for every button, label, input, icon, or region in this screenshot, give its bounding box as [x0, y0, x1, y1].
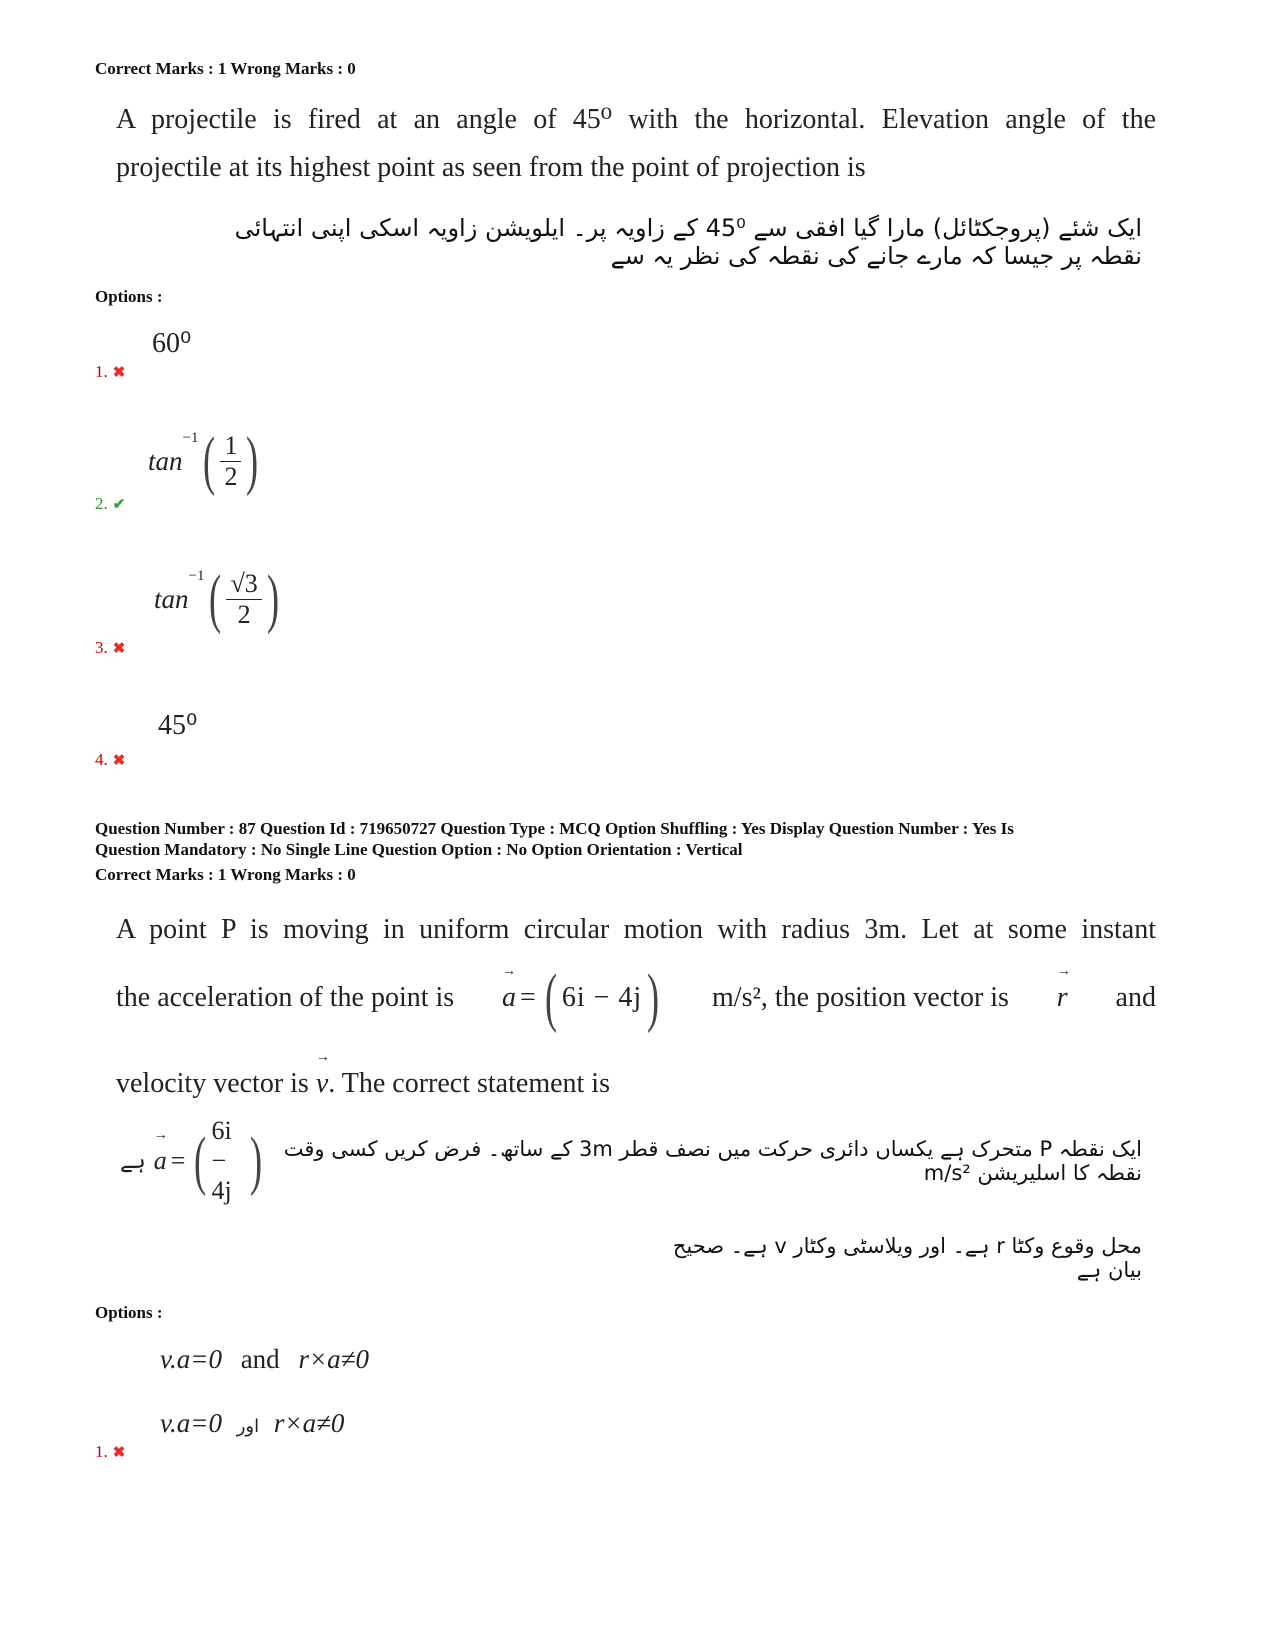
fraction-numerator: 1 — [220, 431, 241, 462]
q87-text-line2 — [116, 958, 1156, 1038]
fraction-numerator: √3 — [226, 569, 261, 600]
q87-options-label: Options : — [95, 1303, 163, 1322]
q87-text-line3 — [116, 1068, 610, 1100]
fraction-denominator: 2 — [237, 599, 251, 629]
urdu-statement: ایک نقطہ P متحرک ہے یکساں دائری حرکت میں نصف قطر 3m کے ساتھ۔ فرض کریں کسی وقت نقطہ کا اسلیریشن m/s² — [283, 1137, 1142, 1185]
q87-text-line2-end: and — [1115, 982, 1156, 1013]
q86-option1[interactable] — [95, 362, 125, 382]
option1-and-urdu: اور — [236, 1416, 260, 1437]
q87-text-line1: A point P is moving in uniform circular motion with radius 3m. Let at some instant — [116, 914, 1156, 945]
q86-urdu-text: ایک شئے (پروجکٹائل) مارا گیا افقی سے 45⁰ کے زاویہ پر۔ ایلویشن زاویہ اسکی اپنی انتہائی نقطہ پر جیسا کہ مارے جانے کی نقطہ کی نظر یہ سے — [234, 214, 1142, 270]
q86-marks: Correct Marks : 1 Wrong Marks : 0 — [95, 59, 356, 78]
wrong-mark-icon: ✖ — [112, 753, 126, 769]
wrong-mark-icon: ✖ — [112, 641, 126, 657]
vector-a: → a — [502, 982, 516, 1014]
q87-text-line3-start: velocity vector is — [116, 1068, 309, 1099]
acceleration-expression: → a = ( 6i − 4j ) — [502, 965, 664, 1031]
q86-option4[interactable] — [95, 750, 125, 770]
q86-option1-number: 1. — [95, 362, 108, 381]
q86-option3-number: 3. — [95, 638, 108, 657]
option1-cross-product: r×a≠0 — [298, 1344, 369, 1374]
q86-option1-value: 60⁰ — [152, 328, 192, 359]
option1-dot-product-urdu: v.a=0 — [160, 1408, 222, 1438]
q87-urdu-line1 — [120, 1116, 1142, 1205]
q86-option2-expression: tan $^{-1}$ ( $\frac{1}{2}$ ) — [148, 424, 259, 497]
q87-urdu-line2: محل وقوع وکٹا r ہے۔ اور ویلاسٹی وکٹار v ہے۔ صحیح بیان ہے — [672, 1234, 1142, 1282]
inverse-exponent: −1 — [182, 430, 199, 446]
q86-option2[interactable] — [95, 494, 125, 514]
accel-value: 6i − 4j — [561, 982, 643, 1013]
q87-option1[interactable] — [95, 1442, 125, 1462]
option1-dot-product: v.a=0 — [160, 1344, 222, 1374]
q86-text-line2: projectile at its highest point as seen from the point of projection is — [116, 152, 866, 183]
fraction-denominator: 2 — [224, 461, 238, 491]
q86-text-line1: A projectile is fired at an angle of 45⁰ with the horizontal. Elevation angle of the — [116, 104, 1156, 135]
correct-check-icon: ✔ — [112, 497, 126, 513]
urdu-equation: ہے → a = ( 6i − 4j ) — [120, 1116, 267, 1206]
q86-option4-value: 45⁰ — [158, 710, 198, 741]
vector-v: → v — [316, 1068, 328, 1100]
q86-option2-number: 2. — [95, 494, 108, 513]
inverse-exponent: −1 — [188, 568, 205, 584]
vector-r: → r — [1057, 982, 1068, 1014]
option1-cross-product-urdu: r×a≠0 — [273, 1408, 345, 1438]
tan-function: tan — [148, 445, 183, 476]
q86-option3[interactable] — [95, 638, 125, 658]
fraction — [220, 431, 241, 492]
q87-text-line2-middle: m/s², the position vector is — [712, 982, 1009, 1013]
wrong-mark-icon: ✖ — [112, 365, 126, 381]
q87-header-line1: Question Number : 87 Question Id : 719650727 Question Type : MCQ Option Shuffling : Yes Display Question Number : Yes Is — [95, 819, 1014, 838]
fraction — [226, 569, 261, 630]
q87-option1-number: 1. — [95, 1442, 108, 1461]
accel-value: 6i − 4j — [211, 1116, 232, 1205]
q87-option1-line1 — [160, 1344, 369, 1375]
q87-header-line2: Question Mandatory : No Single Line Question Option : No Option Orientation : Vertical — [95, 840, 743, 859]
tan-function: tan — [154, 583, 189, 614]
vector-a: → a — [154, 1146, 167, 1176]
q86-options-label: Options : — [95, 287, 163, 306]
q86-option3-expression: tan $^{-1}$ ( $\frac{√3}{2}$ ) — [154, 562, 279, 635]
q86-option4-number: 4. — [95, 750, 108, 769]
wrong-mark-icon: ✖ — [112, 1445, 126, 1461]
q87-text-line2-start: the acceleration of the point is — [116, 982, 455, 1013]
option1-and: and — [240, 1344, 280, 1374]
q87-marks: Correct Marks : 1 Wrong Marks : 0 — [95, 865, 356, 884]
q87-text-line3-end: . The correct statement is — [328, 1068, 610, 1099]
urdu-hai: ہے — [120, 1148, 146, 1174]
q87-option1-line2 — [160, 1408, 344, 1439]
